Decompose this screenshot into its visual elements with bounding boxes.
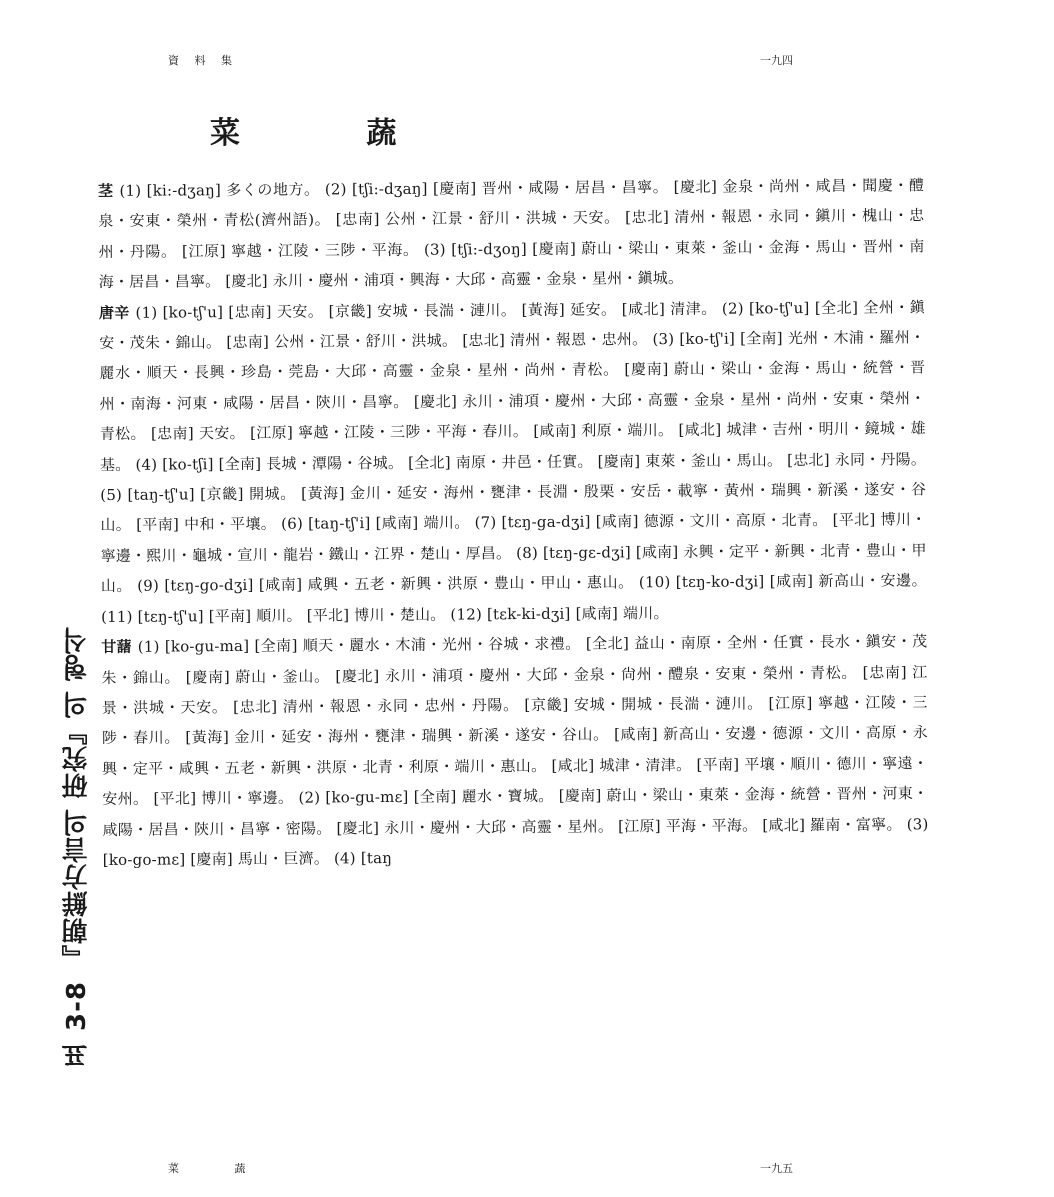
entry-headword: 甘藷 xyxy=(101,637,132,657)
entry-headword: 茎 xyxy=(98,181,114,200)
dialect-entries xyxy=(98,170,929,875)
entry-body: (1) [ko-gu-ma] [全南] 順天・麗水・木浦・光州・谷城・求禮。 [全北] 益山・南原・全州・任實・長水・鎭安・茂朱・錦山。 [慶南] 蔚山・釜山。 [慶北] 永川・浦項・慶州・大邱・金泉・尙州・醴泉・安東・榮州・青松。 [忠南] 江景・洪城・天安。 [忠北] 清州・報恩・永同・忠州・丹陽。 [京畿] 安城・開城・長湍・漣川。 [江原] 寧越・江陵・三陟・春川。 [黃海] 金川・延安・海州・甕津・瑞興・新溪・遂安・谷山。 [咸南] 新高山・安邊・德源・文川・高原・永興・定平・咸興・五老・新興・洪原・北青・利原・端川・惠山。 [咸北] 城津・清津。 [平南] 平壤・順川・德川・寧遠・安州。 [平北] 博川・寧邊。 (2) [ko-gu-mɛ] [全南] 麗水・寶城。 [慶南] 蔚山・梁山・東萊・金海・統營・晋州・河東・咸陽・居昌・陝川・昌寧・密陽。 [慶北] 永川・慶州・大邱・高靈・星州。 [江原] 平海・平海。 [咸北] 羅南・富寧。 (3) [ko-go-mɛ] [慶南] 馬山・巨濟。 (4) [taŋ xyxy=(101,632,929,869)
page-number-bottom: 一九五 xyxy=(760,1162,793,1175)
entry-body: (1) [ki:-dʒaŋ] 多くの地方。 (2) [tʃi:-dʒaŋ] [慶南] 晋州・咸陽・居昌・昌寧。 [慶北] 金泉・尚州・咸昌・聞慶・醴泉・安東・榮州・青松(濟州語)。 [忠南] 公州・江景・舒川・洪城・天安。 [忠北] 清州・報恩・永同・鎭川・槐山・忠州・丹陽。 [江原] 寧越・江陵・三陟・平海。 (3) [tʃi:-dʒoŋ] [慶南] 蔚山・梁山・東萊・釜山・金海・馬山・晋州・南海・居昌・昌寧。 [慶北] 永川・慶州・浦項・興海・大邱・高靈・金泉・星州・鎭城。 xyxy=(98,176,925,292)
entry-headword: 唐辛 xyxy=(98,303,130,322)
entry-body: (1) [ko-tʃ'u] [忠南] 天安。 [京畿] 安城・長湍・漣川。 [黃海] 延安。 [咸北] 清津。 (2) [ko-tʃ'u] [全北] 全州・鎭安・茂朱・錦山。 [忠南] 公州・江景・舒川・洪城。 [忠北] 清州・報恩・忠州。 (3) [ko-tʃ'i] [全南] 光州・木浦・羅州・麗水・順天・長興・珍島・莞島・大邱・高靈・金泉・星州・尚州・青松。 [慶南] 蔚山・梁山・金海・馬山・統營・晋州・南海・河東・咸陽・居昌・陝川・昌寧。 [慶北] 永川・浦項・慶州・大邱・高靈・金泉・星州・尚州・安東・榮州・青松。 [忠南] 天安。 [江原] 寧越・江陵・三陟・平海・春川。 [咸南] 利原・端川。 [咸北] 城津・吉州・明川・鏡城・雄基。 (4) [ko-tʃi] [全南] 長城・潭陽・谷城。 [全北] 南原・井邑・任實。 [慶南] 東萊・釜山・馬山。 [忠北] 永同・丹陽。 (5) [taŋ-tʃ'u] [京畿] 開城。 [黃海] 金川・延安・海州・甕津・長淵・殷栗・安岳・載寧・黃州・瑞興・新溪・遂安・谷山。 [平南] 中和・平壤。 (6) [taŋ-tʃ'i] [咸南] 端川。 (7) [tɛŋ-ga-dʒi] [咸南] 德源・文川・高原・北青。 [平北] 博川・寧邊・熙川・龜城・宣川・龍岩・鐵山・江界・楚山・厚昌。 (8) [tɛŋ-gɛ-dʒi] [咸南] 永興・定平・新興・北青・豊山・甲山。 (9) [tɛŋ-go-dʒi] [咸南] 咸興・五老・新興・洪原・豊山・甲山・惠山。 (10) [tɛŋ-ko-dʒi] [咸南] 新高山・安邊。 (11) [tɛŋ-tʃ'u] [平南] 順川。 [平北] 博川・楚山。 (12) [tɛk-ki-dʒi] [咸南] 端川。 xyxy=(99,297,927,626)
running-footer-left: 菜 蔬 xyxy=(168,1162,272,1175)
section-title: 菜 蔬 xyxy=(210,116,455,151)
entry-red-pepper xyxy=(99,292,927,632)
entry-sweet-potato xyxy=(101,626,929,875)
page-number-top: 一九四 xyxy=(760,54,793,67)
running-header-left: 資 料 集 xyxy=(168,54,238,67)
table-caption: 표 3-8 『朝鮮方言의 研究』의 형식 xyxy=(62,626,92,1068)
entry-leek xyxy=(98,170,925,297)
